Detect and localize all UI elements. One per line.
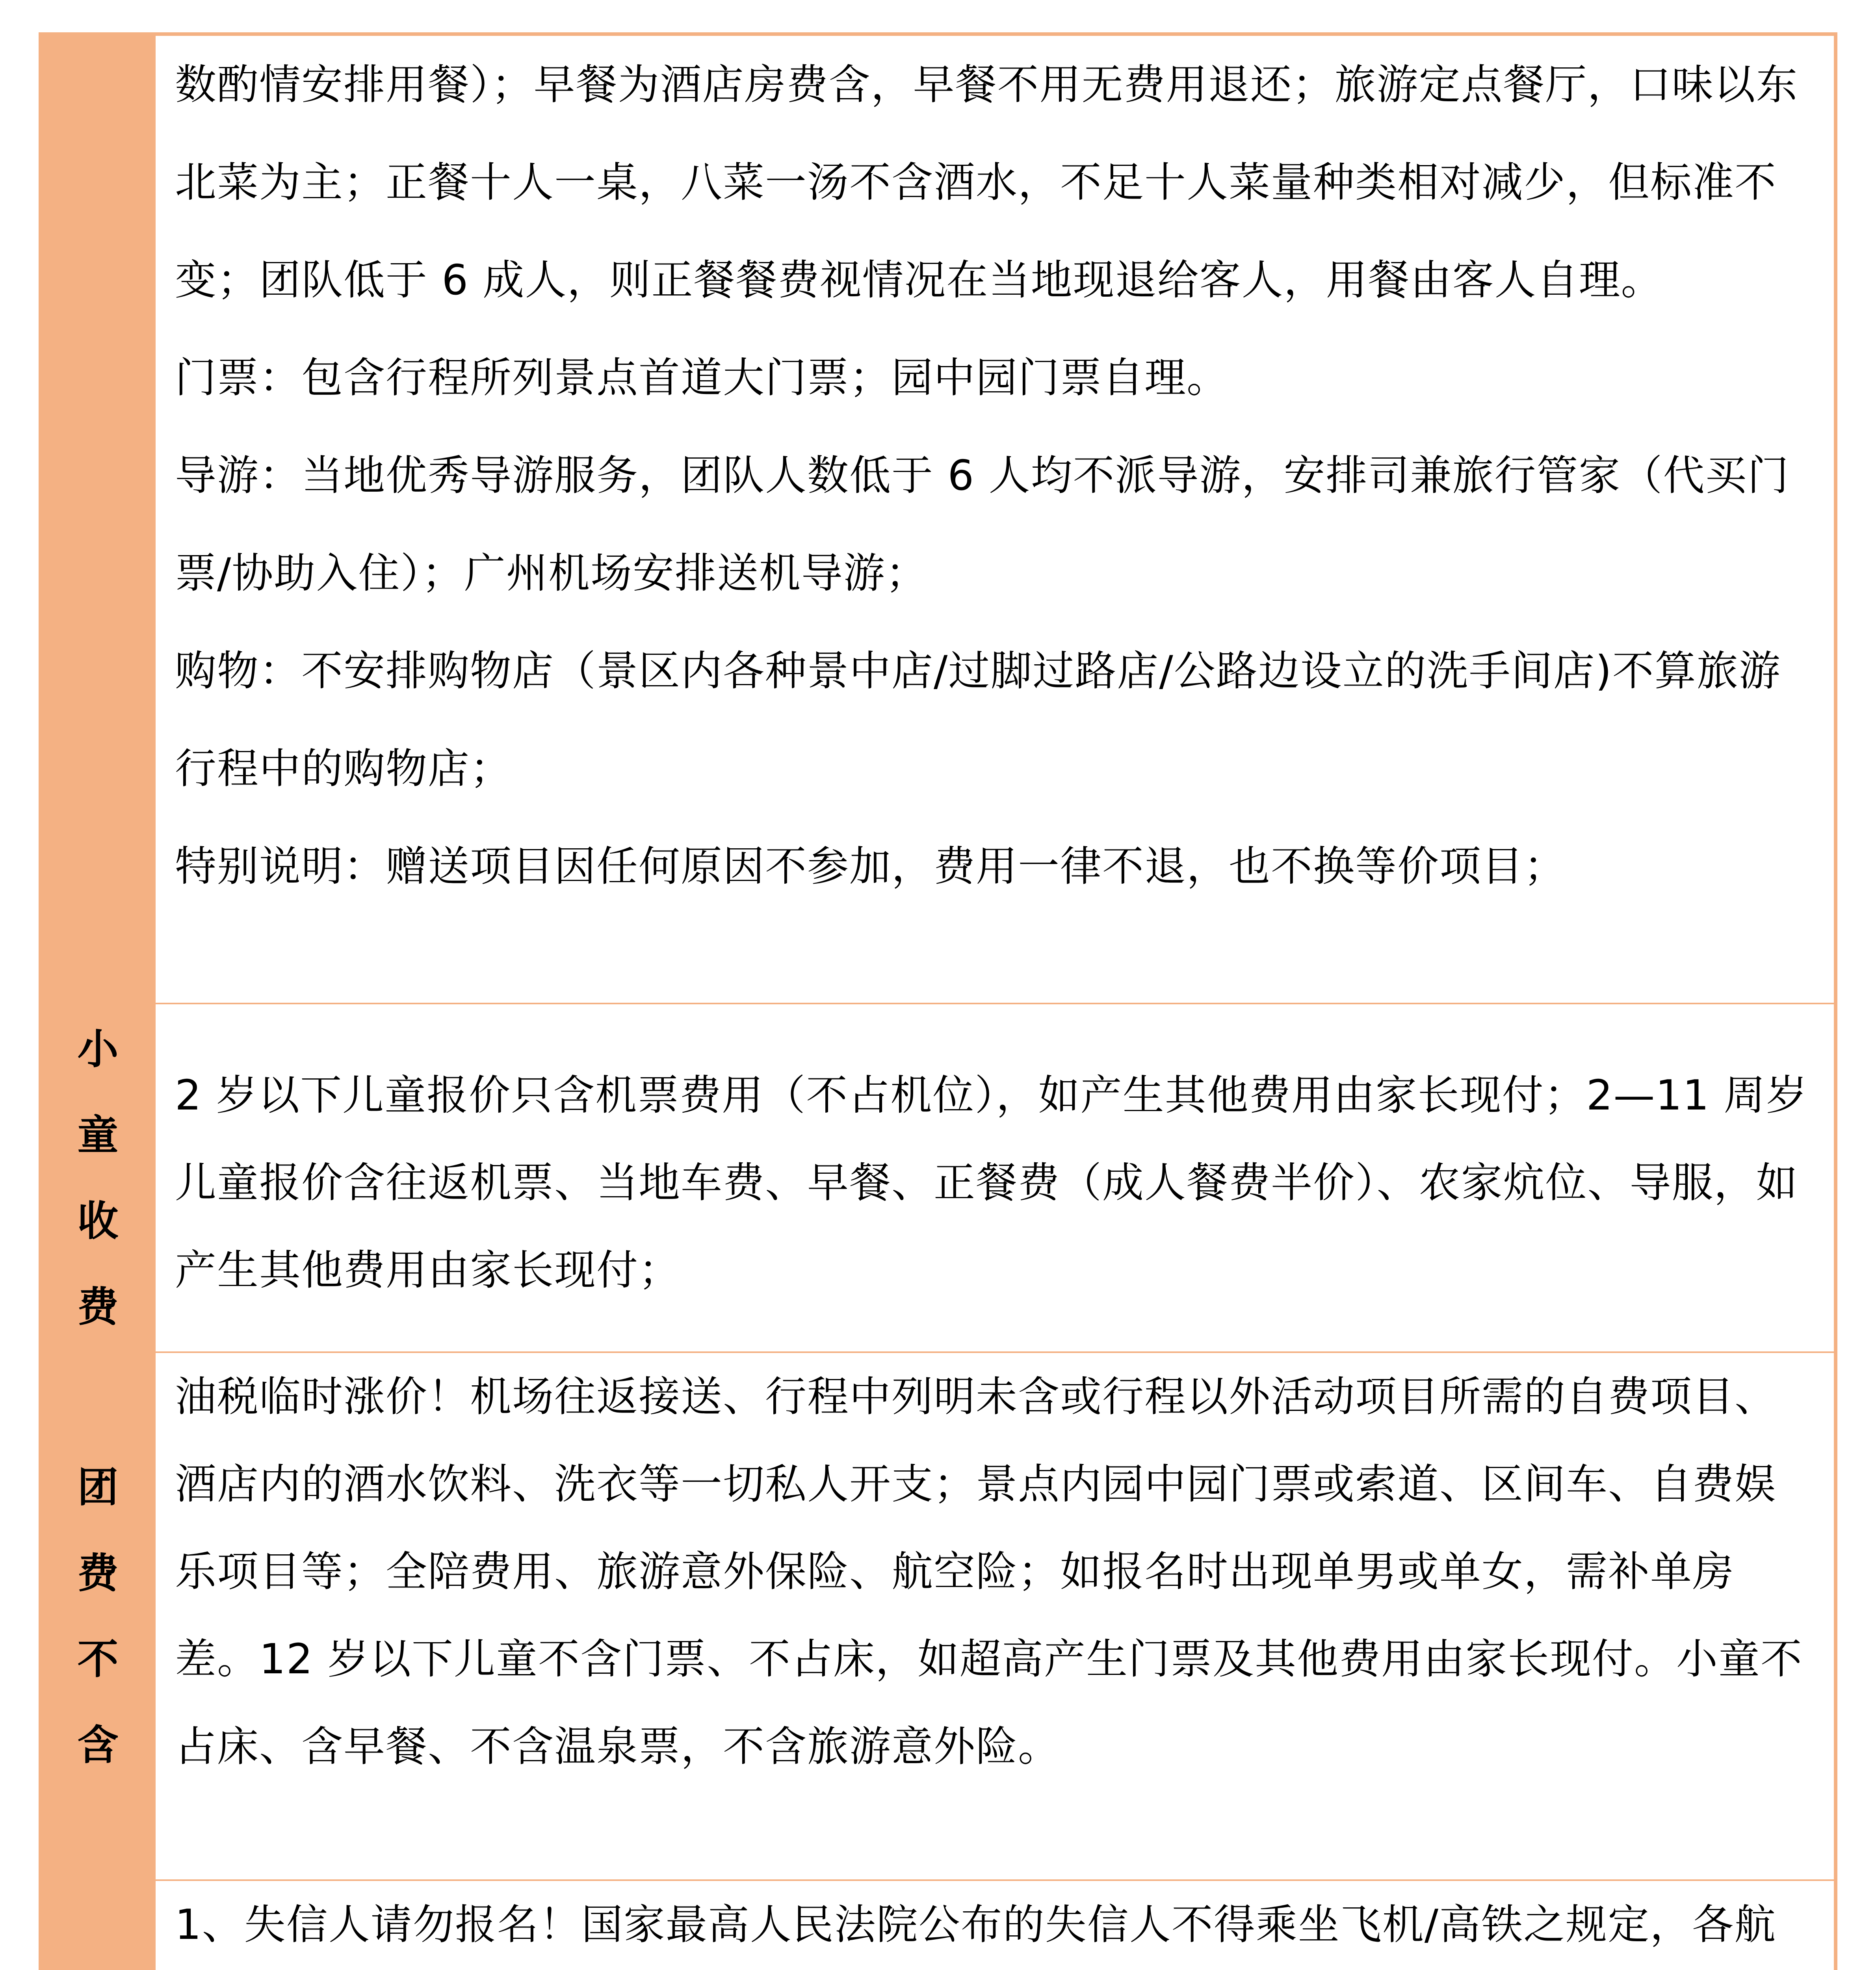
notice-item-1 bbox=[175, 1881, 1818, 1970]
row-content-child-fees bbox=[175, 1052, 1818, 1314]
row-label-cell bbox=[42, 1004, 156, 1351]
guide-paragraph: 导游：当地优秀导游服务，团队人数低于 6 人均不派导游，安排司兼旅行管家（代买门票/协助入住）；广州机场安排送机导游； bbox=[175, 452, 1790, 597]
child-fees-paragraph: 2 岁以下儿童报价只含机票费用（不占机位），如产生其他费用由家长现付；2—11 周岁儿童报价含往返机票、当地车费、早餐、正餐费（成人餐费半价）、农家炕位、导服，如产生其他费用由家长现付； bbox=[175, 1071, 1808, 1294]
meals-paragraph: 数酌情安排用餐）；早餐为酒店房费含，早餐不用无费用退还；旅游定点餐厅，口味以东北菜为主；正餐十人一桌，八菜一汤不含酒水，不足十人菜量种类相对减少，但标准不变；团队低于 6 成人，则正餐餐费视情况在当地现退给客人，用餐由客人自理。 bbox=[175, 61, 1798, 304]
not-included-paragraph: 油税临时涨价！机场往返接送、行程中列明未含或行程以外活动项目所需的自费项目、酒店内的酒水饮料、洗衣等一切私人开支；景点内园中园门票或索道、区间车、自费娱乐项目等；全陪费用、旅游意外保险、航空险；如报名时出现单男或单女，需补单房差。12 岁以下儿童不含门票、不占床，如超高产生门票及其他费用由家长现付。小童不占床、含早餐、不含温泉票，不含旅游意外险。 bbox=[175, 1373, 1803, 1771]
table-row-important-notice bbox=[42, 1879, 1834, 1970]
notice-1-text-a: 1、失信人请勿报名！国家最高人民法院公布的失信人不得乘坐飞机/高铁之规定，各航 bbox=[175, 1901, 1777, 1949]
row-label-not-included: 团费不含 bbox=[77, 1463, 119, 1769]
row-content-not-included bbox=[175, 1353, 1818, 1790]
table-row-not-included bbox=[42, 1351, 1834, 1879]
shopping-paragraph: 购物：不安排购物店（景区内各种景中店/过脚过路店/公路边设立的洗手间店)不算旅游行程中的购物店； bbox=[175, 647, 1781, 793]
table-row-child-fees bbox=[42, 1003, 1834, 1351]
row-label-empty bbox=[42, 36, 156, 1003]
tickets-paragraph: 门票：包含行程所列景点首道大门票；园中园门票自理。 bbox=[175, 354, 1229, 402]
row-content-important-notice bbox=[175, 1881, 1818, 1970]
row-label-child-fees: 小童收费 bbox=[77, 1025, 119, 1331]
row-label-cell bbox=[42, 1353, 156, 1879]
itinerary-terms-table bbox=[39, 32, 1837, 1970]
table-row-service-details bbox=[42, 36, 1834, 1003]
row-content-service-details bbox=[175, 36, 1818, 915]
special-note-paragraph: 特别说明：赠送项目因任何原因不参加，费用一律不退，也不换等价项目； bbox=[175, 842, 1566, 890]
row-label-cell bbox=[42, 1881, 156, 1970]
